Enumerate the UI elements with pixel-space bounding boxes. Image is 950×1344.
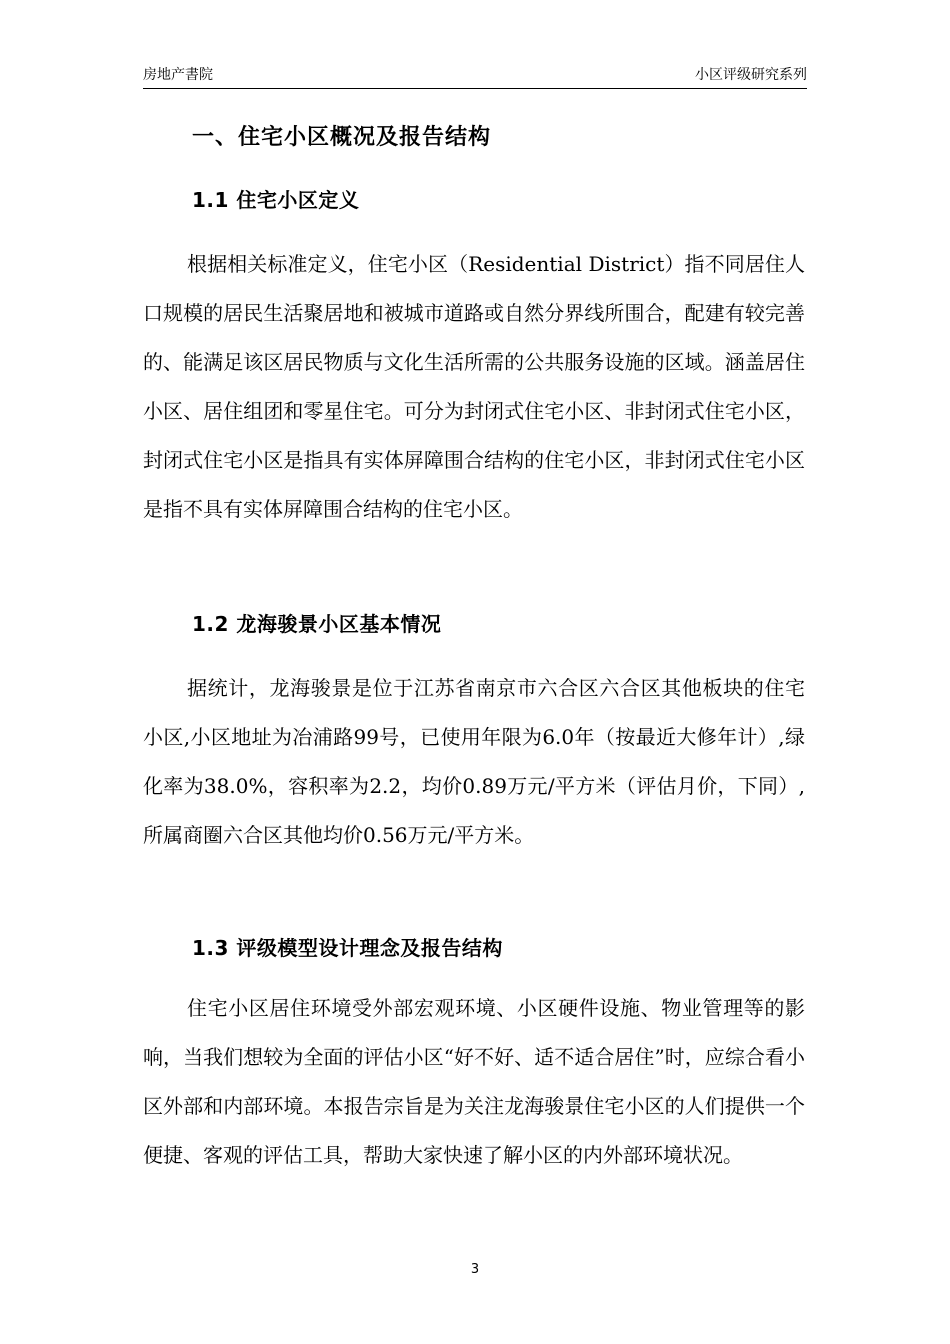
section-paragraph-1-1: 根据相关标准定义，住宅小区（Residential District）指不同居住人口规模的居民生活聚居地和被城市道路或自然分界线所围合，配建有较完善的、能满足该区居民物质与文化生活所需的公共服务设施的区域。涵盖居住小区、居住组团和零星住宅。可分为封闭式住宅小区、非封闭式住宅小区，封闭式住宅小区是指具有实体屏障围合结构的住宅小区，非封闭式住宅小区是指不具有实体屏障围合结构的住宅小区。 [143, 252, 805, 521]
section-paragraph-1-2: 据统计，龙海骏景是位于江苏省南京市六合区六合区其他板块的住宅小区,小区地址为冶浦路99号，已使用年限为6.0年（按最近大修年计）,绿化率为38.0%，容积率为2.2，均价0.89万元/平方米（评估月价，下同）,所属商圈六合区其他均价0.56万元/平方米。 [143, 676, 805, 847]
header-publisher: 房地产書院 [143, 67, 213, 83]
header-series-title: 小区评级研究系列 [695, 67, 807, 83]
section-title-1-2: 1.2 龙海骏景小区基本情况 [192, 612, 442, 636]
section-title-1-3: 1.3 评级模型设计理念及报告结构 [192, 936, 503, 960]
page-number: 3 [470, 1262, 480, 1277]
section-title-1-1: 1.1 住宅小区定义 [192, 188, 360, 212]
section-paragraph-1-3: 住宅小区居住环境受外部宏观环境、小区硬件设施、物业管理等的影响，当我们想较为全面的评估小区“好不好、适不适合居住”时，应综合看小区外部和内部环境。本报告宗旨是为关注龙海骏景住宅小区的人们提供一个便捷、客观的评估工具，帮助大家快速了解小区的内外部环境状况。 [143, 996, 805, 1167]
page-header [143, 66, 807, 89]
chapter-title: 一、住宅小区概况及报告结构 [192, 125, 492, 150]
